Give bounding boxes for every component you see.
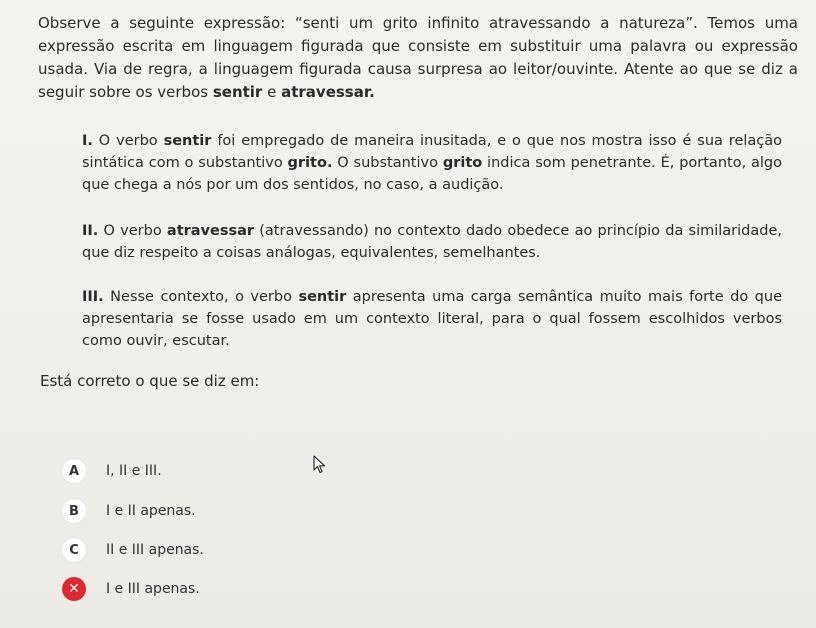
statement-1-text: foi empregado de maneira inusitada, e o que nos mostra isso é sua relação sintática com o substantivo <box>82 133 783 171</box>
statement-1 <box>82 130 782 196</box>
option-d-text: I e III apenas. <box>106 581 200 597</box>
option-a-text: I, II e III. <box>106 463 162 479</box>
option-a[interactable] <box>62 458 162 484</box>
option-b-badge: B <box>62 499 86 523</box>
intro-text: Observe a seguinte expressão: “senti um grito infinito atravessando a natureza”. Temos uma expressão escrita em linguagem figurada que consiste em substituir uma palavra ou expressão usada. Via de regra, a linguagem figurada causa surpresa ao leitor/ouvinte. Atente ao que se diz a seguir sobre os verbos <box>38 14 798 101</box>
question-prompt: Está correto o que se diz em: <box>40 372 260 390</box>
statement-1-text: indica som penetrante. É, portanto, algo que chega a nós por um dos sentidos, no caso, a audição. <box>82 155 783 193</box>
option-c-badge: C <box>62 538 86 562</box>
statement-2-text: O verbo <box>98 223 167 239</box>
statement-1-text: O verbo <box>92 133 164 149</box>
mouse-pointer-icon <box>313 455 327 475</box>
wrong-answer-x-icon: ✕ <box>62 577 86 601</box>
statement-3 <box>82 286 782 352</box>
intro-paragraph <box>38 12 798 104</box>
intro-text-and: e <box>262 83 282 101</box>
statement-2-text: (atravessando) no contexto dado obedece ao princípio da similaridade, que diz respeito a coisas análogas, equivalentes, semelhantes. <box>82 223 782 261</box>
option-b-text: I e II apenas. <box>106 503 196 519</box>
option-c[interactable] <box>62 537 204 563</box>
statement-2-numeral: II. <box>82 223 99 239</box>
statement-1-bold: grito <box>442 155 483 171</box>
intro-bold-atravessar: atravessar. <box>281 83 375 101</box>
option-c-text: II e III apenas. <box>106 542 204 558</box>
statement-3-bold: sentir <box>298 289 347 305</box>
statement-3-text: Nesse contexto, o verbo <box>103 289 299 305</box>
statement-1-bold: grito. <box>287 155 333 171</box>
intro-bold-sentir: sentir <box>212 83 263 101</box>
statement-2-bold: atravessar <box>166 223 255 239</box>
statement-1-bold: sentir <box>163 133 212 149</box>
statement-1-text: O substantivo <box>332 155 443 171</box>
option-a-badge: A <box>62 459 86 483</box>
option-b[interactable] <box>62 498 196 524</box>
statement-1-numeral: I. <box>82 133 93 149</box>
statement-2 <box>82 220 782 264</box>
statement-3-text: apresenta uma carga semântica muito mais forte do que apresentaria se fosse usado em um contexto literal, para o qual fossem escolhidos verbos como ouvir, escutar. <box>82 289 782 349</box>
option-d[interactable] <box>62 576 200 602</box>
statement-3-numeral: III. <box>82 289 104 305</box>
